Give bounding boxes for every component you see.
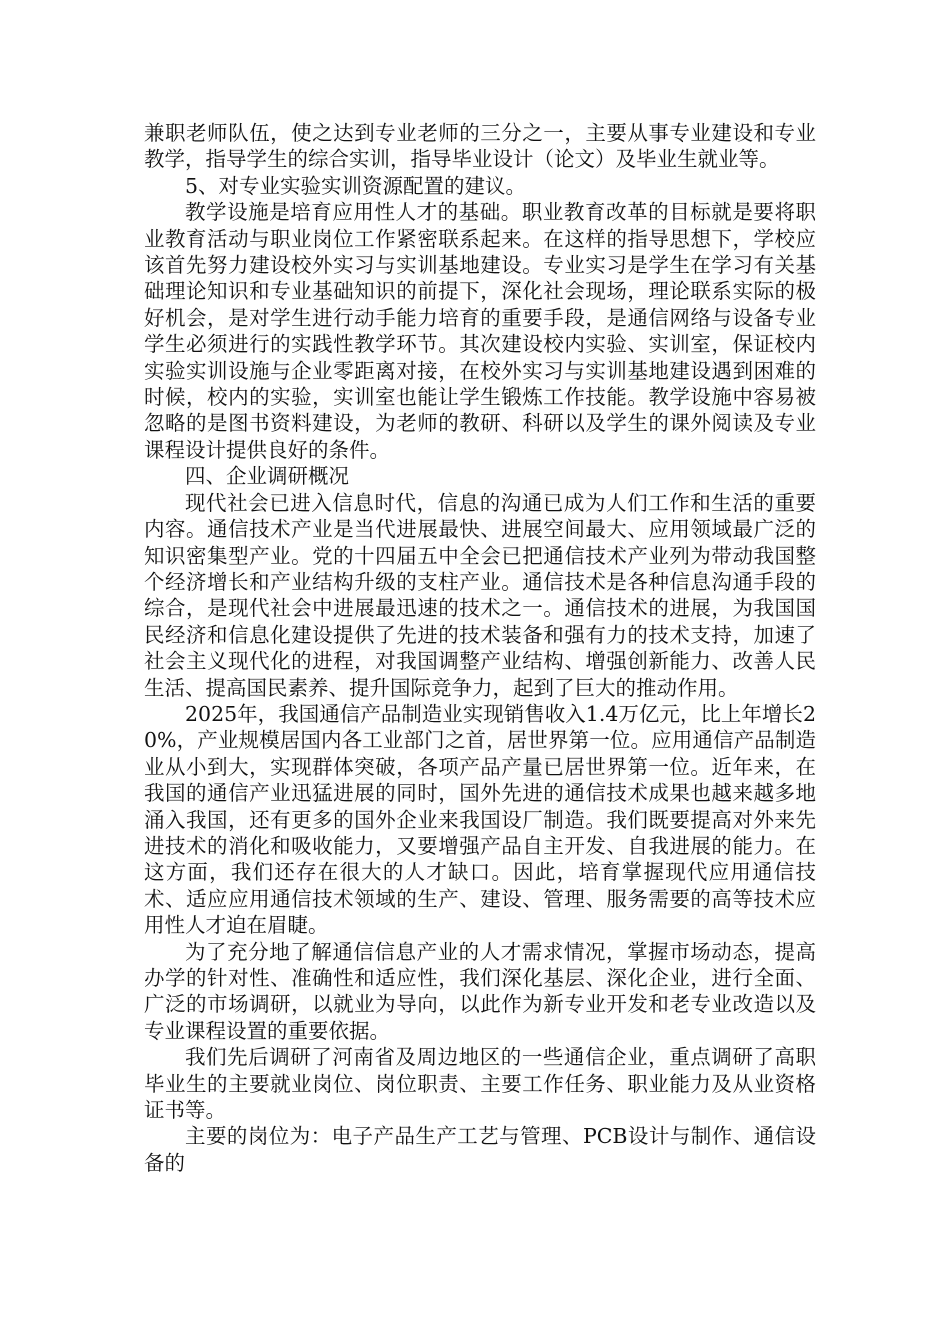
paragraph-5: 现代社会已进入信息时代，信息的沟通已成为人们工作和生活的重要内容。通信技术产业是当代进展最快、进展空间最大、应用领域最广泛的知识密集型产业。党的十四届五中全会已把通信技术产业列为带动我国整个经济增长和产业结构升级的支柱产业。通信技术是各种信息沟通手段的综合，是现代社会中进展最迅速的技术之一。通信技术的进展，为我国国民经济和信息化建设提供了先进的技术装备和强有力的技术支持，加速了社会主义现代化的进程，对我国调整产业结构、增强创新能力、改善人民生活、提高国民素养、提升国际竞争力，起到了巨大的推动作用。 [144,490,816,700]
paragraph-6: 2025年，我国通信产品制造业实现销售收入1.4万亿元，比上年增长20%，产业规模居国内各工业部门之首，居世界第一位。应用通信产品制造业从小到大，实现群体突破，各项产品产量已居世界第一位。近年来，在我国的通信产业迅猛进展的同时，国外先进的通信技术成果也越来越多地涌入我国，还有更多的国外企业来我国设厂制造。我们既要提高对外来先进技术的消化和吸收能力，又要增强产品自主开发、自我进展的能力。在这方面，我们还存在很大的人才缺口。因此，培育掌握现代应用通信技术、适应应用通信技术领域的生产、建设、管理、服务需要的高等技术应用性人才迫在眉睫。 [144,701,816,938]
paragraph-7: 为了充分地了解通信信息产业的人才需求情况，掌握市场动态，提高办学的针对性、准确性和适应性，我们深化基层、深化企业，进行全面、广泛的市场调研，以就业为导向，以此作为新专业开发和老专业改造以及专业课程设置的重要依据。 [144,939,816,1043]
paragraph-8: 我们先后调研了河南省及周边地区的一些通信企业，重点调研了高职毕业生的主要就业岗位、岗位职责、主要工作任务、职业能力及从业资格证书等。 [144,1045,816,1123]
paragraph-3: 教学设施是培育应用性人才的基础。职业教育改革的目标就是要将职业教育活动与职业岗位工作紧密联系起来。在这样的指导思想下，学校应该首先努力建设校外实习与实训基地建设。专业实习是学生在学习有关基础理论知识和专业基础知识的前提下，深化社会现场，理论联系实际的极好机会，是对学生进行动手能力培育的重要手段，是通信网络与设备专业学生必须进行的实践性教学环节。其次建设校内实验、实训室，保证校内实验实训设施与企业零距离对接，在校外实习与实训基地建设遇到困难的时候，校内的实验，实训室也能让学生锻炼工作技能。教学设施中容易被忽略的是图书资料建设，为老师的教研、科研以及学生的课外阅读及专业课程设计提供良好的条件。 [144,200,816,462]
paragraph-1: 兼职老师队伍，使之达到专业老师的三分之一，主要从事专业建设和专业教学，指导学生的综合实训，指导毕业设计（论文）及毕业生就业等。 [144,121,816,172]
paragraph-2-heading: 5、对专业实验实训资源配置的建议。 [185,173,527,198]
document-body [144,120,816,1176]
section-heading-4: 四、企业调研概况 [185,464,349,489]
paragraph-9: 主要的岗位为：电子产品生产工艺与管理、PCB设计与制作、通信设备的 [144,1124,816,1175]
